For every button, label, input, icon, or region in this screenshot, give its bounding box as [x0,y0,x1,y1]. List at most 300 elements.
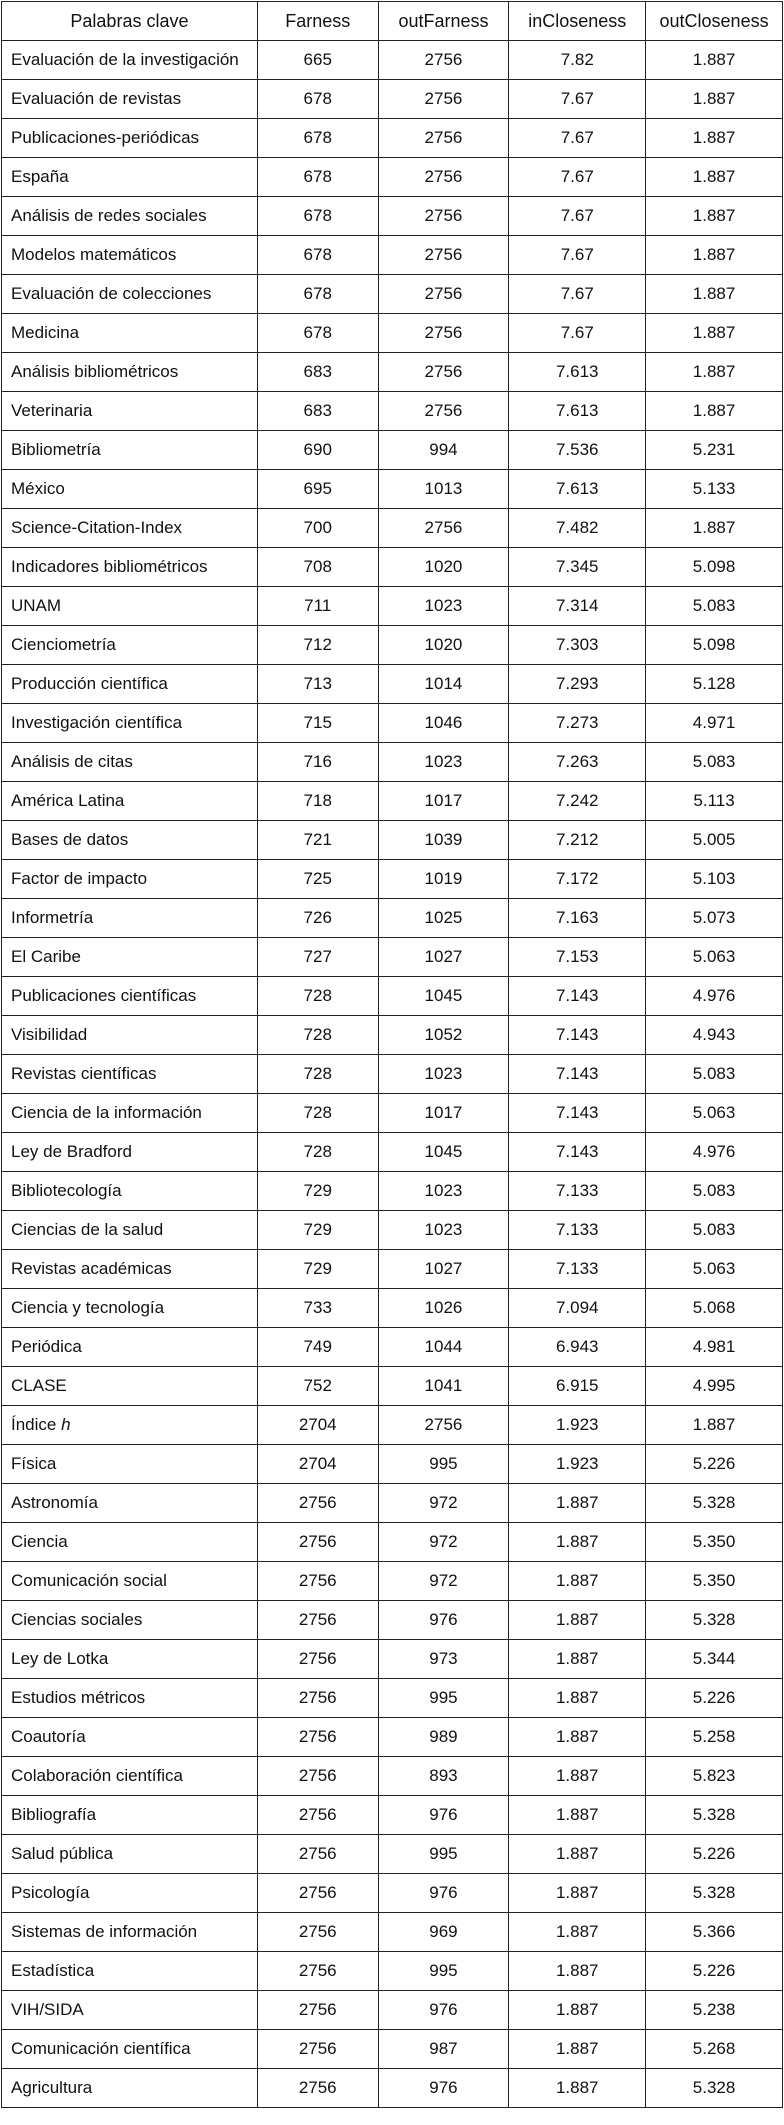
table-row [2,860,783,899]
incloseness-cell: 7.212 [509,821,646,860]
outcloseness-cell: 5.823 [646,1757,783,1796]
keyword-cell: Investigación científica [2,704,258,743]
keyword-cell: Estadística [2,1952,258,1991]
outcloseness-cell: 1.887 [646,392,783,431]
table-row [2,548,783,587]
outcloseness-cell: 5.113 [646,782,783,821]
farness-cell: 678 [257,80,378,119]
incloseness-cell: 7.67 [509,119,646,158]
farness-cell: 728 [257,1094,378,1133]
keyword-cell: Astronomía [2,1484,258,1523]
farness-cell: 2756 [257,1913,378,1952]
incloseness-cell: 7.536 [509,431,646,470]
outcloseness-cell: 4.976 [646,977,783,1016]
farness-cell: 678 [257,275,378,314]
outfarness-cell: 1026 [378,1289,509,1328]
outfarness-cell: 969 [378,1913,509,1952]
outcloseness-cell: 5.133 [646,470,783,509]
incloseness-cell: 6.943 [509,1328,646,1367]
incloseness-cell: 7.143 [509,1094,646,1133]
incloseness-cell: 7.613 [509,392,646,431]
keyword-cell: VIH/SIDA [2,1991,258,2030]
keyword-cell: Salud pública [2,1835,258,1874]
keyword-cell: Análisis de citas [2,743,258,782]
incloseness-cell: 7.143 [509,1016,646,1055]
outfarness-cell: 2756 [378,1406,509,1445]
incloseness-cell: 7.613 [509,353,646,392]
incloseness-cell: 7.133 [509,1250,646,1289]
outcloseness-cell: 4.995 [646,1367,783,1406]
table-row [2,1406,783,1445]
outcloseness-cell: 1.887 [646,80,783,119]
outfarness-cell: 1023 [378,1055,509,1094]
table-row [2,899,783,938]
farness-cell: 728 [257,977,378,1016]
keyword-cell: Ciencias sociales [2,1601,258,1640]
outfarness-cell: 1013 [378,470,509,509]
outcloseness-cell: 1.887 [646,1406,783,1445]
outcloseness-cell: 5.231 [646,431,783,470]
table-row [2,665,783,704]
outcloseness-cell: 1.887 [646,41,783,80]
farness-cell: 2756 [257,1484,378,1523]
outfarness-cell: 1014 [378,665,509,704]
keyword-cell: Publicaciones-periódicas [2,119,258,158]
table-row [2,1250,783,1289]
outcloseness-cell: 4.971 [646,704,783,743]
incloseness-cell: 1.887 [509,2069,646,2108]
keyword-cell: Producción científica [2,665,258,704]
outfarness-cell: 1052 [378,1016,509,1055]
outfarness-cell: 2756 [378,509,509,548]
outcloseness-cell: 5.268 [646,2030,783,2069]
outfarness-cell: 2756 [378,197,509,236]
table-row [2,1796,783,1835]
incloseness-cell: 1.887 [509,1991,646,2030]
farness-cell: 749 [257,1328,378,1367]
keyword-cell: Factor de impacto [2,860,258,899]
farness-cell: 728 [257,1133,378,1172]
outcloseness-cell: 1.887 [646,275,783,314]
farness-cell: 733 [257,1289,378,1328]
keyword-cell: Periódica [2,1328,258,1367]
outfarness-cell: 989 [378,1718,509,1757]
incloseness-cell: 7.143 [509,1133,646,1172]
farness-cell: 2756 [257,1835,378,1874]
table-row [2,1757,783,1796]
incloseness-cell: 1.887 [509,1679,646,1718]
table-row [2,743,783,782]
table-row [2,1133,783,1172]
outfarness-cell: 976 [378,1874,509,1913]
keyword-cell: Física [2,1445,258,1484]
table-row [2,1055,783,1094]
outfarness-cell: 995 [378,1679,509,1718]
farness-cell: 2756 [257,1991,378,2030]
keyword-cell: Modelos matemáticos [2,236,258,275]
table-row [2,41,783,80]
outfarness-cell: 1025 [378,899,509,938]
incloseness-cell: 7.613 [509,470,646,509]
incloseness-cell: 1.887 [509,1562,646,1601]
farness-cell: 690 [257,431,378,470]
outcloseness-cell: 5.005 [646,821,783,860]
incloseness-cell: 7.482 [509,509,646,548]
incloseness-cell: 1.887 [509,1835,646,1874]
farness-cell: 752 [257,1367,378,1406]
outcloseness-cell: 5.083 [646,1055,783,1094]
farness-cell: 2756 [257,1601,378,1640]
farness-cell: 729 [257,1211,378,1250]
outfarness-cell: 973 [378,1640,509,1679]
keyword-cell: Estudios métricos [2,1679,258,1718]
farness-cell: 683 [257,353,378,392]
incloseness-cell: 7.153 [509,938,646,977]
incloseness-cell: 1.887 [509,1718,646,1757]
keyword-cell: Psicología [2,1874,258,1913]
incloseness-cell: 1.887 [509,1913,646,1952]
keyword-cell: Ciencia de la información [2,1094,258,1133]
outcloseness-cell: 5.238 [646,1991,783,2030]
keyword-metrics-table [1,1,783,2108]
outfarness-cell: 972 [378,1562,509,1601]
incloseness-cell: 6.915 [509,1367,646,1406]
farness-cell: 716 [257,743,378,782]
table-row [2,1484,783,1523]
outcloseness-cell: 1.887 [646,158,783,197]
farness-cell: 2756 [257,1718,378,1757]
farness-cell: 2756 [257,2069,378,2108]
keyword-cell: Coautoría [2,1718,258,1757]
table-row [2,587,783,626]
column-header-incloseness: inCloseness [509,2,646,41]
table-row [2,470,783,509]
outcloseness-cell: 5.226 [646,1445,783,1484]
outcloseness-cell: 1.887 [646,509,783,548]
outcloseness-cell: 5.073 [646,899,783,938]
outfarness-cell: 1045 [378,977,509,1016]
table-body [2,41,783,2108]
keyword-cell: Bibliotecología [2,1172,258,1211]
outcloseness-cell: 5.328 [646,1484,783,1523]
incloseness-cell: 1.887 [509,1874,646,1913]
keyword-cell: El Caribe [2,938,258,977]
table-row [2,431,783,470]
table-row [2,392,783,431]
outcloseness-cell: 1.887 [646,119,783,158]
keyword-cell: Ciencia [2,1523,258,1562]
incloseness-cell: 7.143 [509,1055,646,1094]
incloseness-cell: 1.923 [509,1406,646,1445]
outfarness-cell: 995 [378,1445,509,1484]
table-row [2,1328,783,1367]
outfarness-cell: 1017 [378,1094,509,1133]
table-row [2,509,783,548]
outcloseness-cell: 5.083 [646,1172,783,1211]
incloseness-cell: 1.887 [509,1484,646,1523]
keyword-cell: América Latina [2,782,258,821]
incloseness-cell: 7.67 [509,80,646,119]
outcloseness-cell: 5.098 [646,626,783,665]
outfarness-cell: 1039 [378,821,509,860]
keyword-cell: Ciencias de la salud [2,1211,258,1250]
keyword-cell: Evaluación de la investigación [2,41,258,80]
outcloseness-cell: 5.063 [646,1250,783,1289]
table-row [2,1640,783,1679]
outcloseness-cell: 1.887 [646,197,783,236]
incloseness-cell: 7.143 [509,977,646,1016]
table-row [2,1211,783,1250]
table-row [2,1913,783,1952]
keyword-cell: Informetría [2,899,258,938]
keyword-cell: Bases de datos [2,821,258,860]
table-row [2,197,783,236]
outcloseness-cell: 5.226 [646,1835,783,1874]
outfarness-cell: 972 [378,1484,509,1523]
keyword-cell: Análisis bibliométricos [2,353,258,392]
outfarness-cell: 2756 [378,236,509,275]
outfarness-cell: 987 [378,2030,509,2069]
incloseness-cell: 1.887 [509,1640,646,1679]
incloseness-cell: 7.163 [509,899,646,938]
table-row [2,353,783,392]
outfarness-cell: 1027 [378,1250,509,1289]
outfarness-cell: 1020 [378,626,509,665]
keyword-cell: México [2,470,258,509]
outfarness-cell: 1023 [378,743,509,782]
outfarness-cell: 976 [378,1601,509,1640]
outfarness-cell: 2756 [378,392,509,431]
outfarness-cell: 995 [378,1952,509,1991]
farness-cell: 725 [257,860,378,899]
outcloseness-cell: 1.887 [646,236,783,275]
keyword-cell: Cienciometría [2,626,258,665]
incloseness-cell: 7.82 [509,41,646,80]
outfarness-cell: 976 [378,2069,509,2108]
outcloseness-cell: 4.976 [646,1133,783,1172]
outfarness-cell: 1045 [378,1133,509,1172]
table-row [2,821,783,860]
incloseness-cell: 7.263 [509,743,646,782]
farness-cell: 718 [257,782,378,821]
outcloseness-cell: 5.344 [646,1640,783,1679]
farness-cell: 727 [257,938,378,977]
outfarness-cell: 1027 [378,938,509,977]
outfarness-cell: 2756 [378,41,509,80]
table-row [2,2069,783,2108]
outfarness-cell: 1046 [378,704,509,743]
outfarness-cell: 2756 [378,314,509,353]
outcloseness-cell: 5.258 [646,1718,783,1757]
incloseness-cell: 7.67 [509,314,646,353]
table-row [2,1874,783,1913]
incloseness-cell: 1.887 [509,1523,646,1562]
table-row [2,1601,783,1640]
outfarness-cell: 1019 [378,860,509,899]
outfarness-cell: 1020 [378,548,509,587]
table-row [2,626,783,665]
table-row [2,704,783,743]
keyword-cell: España [2,158,258,197]
keyword-cell: Publicaciones científicas [2,977,258,1016]
table-row [2,782,783,821]
outfarness-cell: 1023 [378,1211,509,1250]
column-header-outcloseness: outCloseness [646,2,783,41]
outcloseness-cell: 5.328 [646,1601,783,1640]
farness-cell: 678 [257,158,378,197]
table-row [2,1445,783,1484]
outfarness-cell: 1023 [378,1172,509,1211]
keyword-cell: Evaluación de colecciones [2,275,258,314]
outcloseness-cell: 5.128 [646,665,783,704]
outcloseness-cell: 1.887 [646,314,783,353]
outfarness-cell: 1041 [378,1367,509,1406]
table-row [2,1172,783,1211]
outfarness-cell: 893 [378,1757,509,1796]
outcloseness-cell: 4.943 [646,1016,783,1055]
farness-cell: 728 [257,1055,378,1094]
incloseness-cell: 7.094 [509,1289,646,1328]
table-row [2,1718,783,1757]
outfarness-cell: 995 [378,1835,509,1874]
keyword-cell: Bibliografía [2,1796,258,1835]
incloseness-cell: 7.67 [509,197,646,236]
table-row [2,1523,783,1562]
outcloseness-cell: 5.083 [646,743,783,782]
farness-cell: 2756 [257,1796,378,1835]
table-row [2,158,783,197]
column-header-keywords: Palabras clave [2,2,258,41]
incloseness-cell: 7.314 [509,587,646,626]
farness-cell: 721 [257,821,378,860]
outcloseness-cell: 5.366 [646,1913,783,1952]
farness-cell: 711 [257,587,378,626]
keyword-cell: Comunicación científica [2,2030,258,2069]
incloseness-cell: 7.345 [509,548,646,587]
incloseness-cell: 7.293 [509,665,646,704]
table-row [2,1679,783,1718]
incloseness-cell: 7.242 [509,782,646,821]
outfarness-cell: 972 [378,1523,509,1562]
farness-cell: 695 [257,470,378,509]
table-row [2,1367,783,1406]
column-header-farness: Farness [257,2,378,41]
outfarness-cell: 994 [378,431,509,470]
outfarness-cell: 1023 [378,587,509,626]
farness-cell: 715 [257,704,378,743]
outfarness-cell: 1017 [378,782,509,821]
table-row [2,275,783,314]
outcloseness-cell: 5.083 [646,587,783,626]
keyword-cell: Ley de Bradford [2,1133,258,1172]
table-row [2,1094,783,1133]
outcloseness-cell: 5.328 [646,1874,783,1913]
outfarness-cell: 2756 [378,275,509,314]
table-row [2,236,783,275]
outcloseness-cell: 5.328 [646,2069,783,2108]
outfarness-cell: 976 [378,1991,509,2030]
keyword-cell: Revistas científicas [2,1055,258,1094]
outcloseness-cell: 5.083 [646,1211,783,1250]
outfarness-cell: 2756 [378,158,509,197]
incloseness-cell: 1.887 [509,1952,646,1991]
table-row [2,938,783,977]
farness-cell: 665 [257,41,378,80]
outcloseness-cell: 4.981 [646,1328,783,1367]
farness-cell: 2756 [257,1952,378,1991]
table-row [2,1016,783,1055]
incloseness-cell: 1.887 [509,1796,646,1835]
farness-cell: 708 [257,548,378,587]
keyword-cell: Science-Citation-Index [2,509,258,548]
incloseness-cell: 7.67 [509,236,646,275]
keyword-cell: Bibliometría [2,431,258,470]
outcloseness-cell: 5.226 [646,1679,783,1718]
farness-cell: 2756 [257,1562,378,1601]
table-row [2,119,783,158]
farness-cell: 2704 [257,1445,378,1484]
keyword-cell: Colaboración científica [2,1757,258,1796]
farness-cell: 2756 [257,1640,378,1679]
outcloseness-cell: 5.068 [646,1289,783,1328]
table-row [2,1991,783,2030]
table-row [2,2030,783,2069]
header-row [2,2,783,41]
outcloseness-cell: 5.328 [646,1796,783,1835]
outcloseness-cell: 5.098 [646,548,783,587]
outfarness-cell: 2756 [378,119,509,158]
keyword-cell: Revistas académicas [2,1250,258,1289]
farness-cell: 678 [257,236,378,275]
farness-cell: 729 [257,1250,378,1289]
column-header-outfarness: outFarness [378,2,509,41]
keyword-cell: Visibilidad [2,1016,258,1055]
farness-cell: 683 [257,392,378,431]
table-row [2,977,783,1016]
keyword-cell: Ley de Lotka [2,1640,258,1679]
farness-cell: 713 [257,665,378,704]
outcloseness-cell: 5.350 [646,1562,783,1601]
farness-cell: 678 [257,197,378,236]
keyword-cell: Agricultura [2,2069,258,2108]
farness-cell: 678 [257,314,378,353]
incloseness-cell: 1.887 [509,2030,646,2069]
table-row [2,1289,783,1328]
keyword-cell: Ciencia y tecnología [2,1289,258,1328]
incloseness-cell: 1.887 [509,1757,646,1796]
keyword-cell: Comunicación social [2,1562,258,1601]
outfarness-cell: 1044 [378,1328,509,1367]
outcloseness-cell: 5.063 [646,938,783,977]
outfarness-cell: 976 [378,1796,509,1835]
keyword-cell: CLASE [2,1367,258,1406]
incloseness-cell: 1.923 [509,1445,646,1484]
outcloseness-cell: 5.063 [646,1094,783,1133]
outfarness-cell: 2756 [378,80,509,119]
table-row [2,1835,783,1874]
table-row [2,1562,783,1601]
table-row [2,80,783,119]
farness-cell: 2756 [257,2030,378,2069]
farness-cell: 2756 [257,1757,378,1796]
farness-cell: 2756 [257,1874,378,1913]
farness-cell: 712 [257,626,378,665]
outcloseness-cell: 5.226 [646,1952,783,1991]
keyword-cell: Sistemas de información [2,1913,258,1952]
incloseness-cell: 7.172 [509,860,646,899]
farness-cell: 2756 [257,1523,378,1562]
farness-cell: 678 [257,119,378,158]
